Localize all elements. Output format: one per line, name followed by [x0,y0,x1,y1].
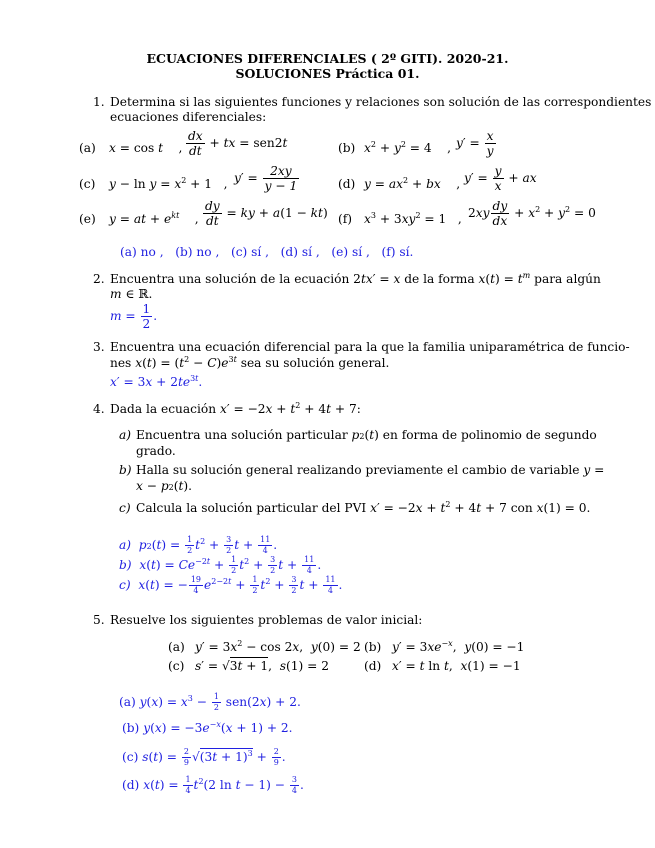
problem-5-answer-b: (b) $y(x) = -3e^{-x}(x + 1) + 2$. [122,719,293,735]
p1-item-f-label: (f) [338,212,353,226]
p1-item-b-eq2: y′ = $\frac{x}{y}$ [456,129,494,159]
p1-item-d-label: (d) [338,177,356,191]
problem-4-part-a-line-1: Encuentra una solución particular p2(t) en forma de polinomio de segundo [136,428,597,442]
p5-item-a-eq: $y' = 3x^2 - \cos 2x$, y(0) = 2 [195,638,361,654]
p5-item-a-label: (a) [168,640,185,654]
problem-3-answer: $x' = 3x + 2te^{3t}$. [110,373,203,389]
p1-item-a-eq2: $\frac{dx}{dt}$ + tx = sen2t [188,129,288,159]
problem-4-part-b-label: b) [119,463,132,477]
problem-4-part-a-label: a) [119,428,132,442]
p1-item-c-eq1: $y - \ln y = x^2 + 1$ , [109,175,228,191]
p1-item-d-eq2: y′ = $\frac{y}{x}$ + ax [464,164,537,194]
p1-item-b-eq1: $x^2 + y^2 = 4$ , [364,139,452,155]
problem-5-intro: Resuelve los siguientes problemas de valor inicial: [110,613,423,627]
p1-item-d-eq1: $y = ax^2$ + bx , [364,175,461,191]
problem-1-number: 1. [93,95,105,109]
problem-3-number: 3. [93,340,105,354]
problem-4-part-b-line-2: x − p2(t). [136,479,193,493]
p1-item-f-eq2: 2xy $\frac{dy}{dx}$ + $x^2 + y^2 = 0$ [468,199,596,229]
p1-item-b-label: (b) [338,141,356,155]
p1-item-c-label: (c) [79,177,96,191]
p1-item-f-eq1: $x^3 + 3xy^2 = 1$ , [364,210,462,226]
problem-2-number: 2. [93,272,105,286]
p5-item-c-label: (c) [168,659,185,673]
problem-4-answer-a: a) p2(t) = $\frac{1}{2}$ $t^2$ + $\frac{3}{2}$ t + $\frac{11}{4}$ . [119,535,278,555]
problem-2-text-line-1: Encuentra una solución de la ecuación 2tx′ = x de la forma $x(t) = t^m$ para algún [110,270,601,286]
problem-4-part-b-line-1: Halla su solución general realizando previamente el cambio de variable y = [136,463,605,477]
p1-item-e-eq1: y = at + $e^{kt}$ , [109,210,199,226]
problem-3-text-line-1: Encuentra una ecuación diferencial para la que la familia uniparamétrica de funcio- [110,340,630,354]
problem-4-part-a-line-2: grado. [136,444,176,458]
p1-item-a-eq1: x = cos t , [109,141,183,155]
title-line-1: ECUACIONES DIFERENCIALES ( 2º GITI). 2020-21. [146,51,509,66]
problem-4-part-c-label: c) [119,501,131,515]
problem-5-answer-a: (a) $y(x) = x^3$ − $\frac{1}{2}$ sen(2x) + 2. [119,692,301,712]
p1-item-e-eq2: $\frac{dy}{dt}$ = ky + a(1 − kt) [205,199,328,229]
problem-4-answer-b: b) $x(t) = Ce^{-2t}$ + $\frac{1}{2}$ $t^2$ + $\frac{3}{2}$ t + $\frac{11}{4}$ . [119,555,322,575]
problem-2-text-line-2: m ∈ ℝ. [110,287,153,301]
problem-3-text-line-2: nes $x(t) = (t^2 - C)e^{3t}$ sea su solución general. [110,354,390,370]
problem-5-answer-c: (c) s(t) = $\frac{2}{9}$ $√(3t + 1)^3$ + $\frac{2}{9}$ . [122,747,286,767]
p1-item-c-eq2: y′ = $\frac{2xy}{y - 1}$ [234,164,298,194]
problem-5-number: 5. [93,613,105,627]
p5-item-b-eq: $y' = 3xe^{-x}$, y(0) = −1 [392,638,525,654]
problem-4-number: 4. [93,402,105,416]
problem-4-part-c-line-1: Calcula la solución particular del PVI $x' = -2x + t^2 + 4t + 7$ con x(1) = 0. [136,499,591,515]
problem-4-intro: Dada la ecuación $x' = -2x + t^2 + 4t + 7$: [110,400,361,416]
p1-item-a-label: (a) [79,141,96,155]
p5-item-b-label: (b) [364,640,382,654]
title-line-2: SOLUCIONES Práctica 01. [235,66,420,81]
problem-4-answer-c: c) x(t) = − $\frac{19}{4}$ $e^{2-2t}$ + $\frac{1}{2}$ $t^2$ + $\frac{3}{2}$ t + $\frac{11}{4}$ . [119,575,343,595]
problem-2-answer: m = $\frac{1}{2}$ . [110,302,158,332]
p5-item-c-eq: s′ = √3t + 1, s(1) = 2 [195,659,330,673]
p5-item-d-eq: x′ = t ln t, x(1) = −1 [392,659,521,673]
problem-1-text-line-1: Determina si las siguientes funciones y relaciones son solución de las correspondientes [110,95,652,109]
p1-item-e-label: (e) [79,212,96,226]
problem-1-answers: (a) no , (b) no , (c) sí , (d) sí , (e) sí , (f) sí. [120,245,414,259]
p5-item-d-label: (d) [364,659,382,673]
problem-1-text-line-2: ecuaciones diferenciales: [110,110,267,124]
problem-5-answer-d: (d) x(t) = $\frac{1}{4}$ $t^2(2$ ln t − 1) − $\frac{3}{4}$ . [122,775,304,795]
